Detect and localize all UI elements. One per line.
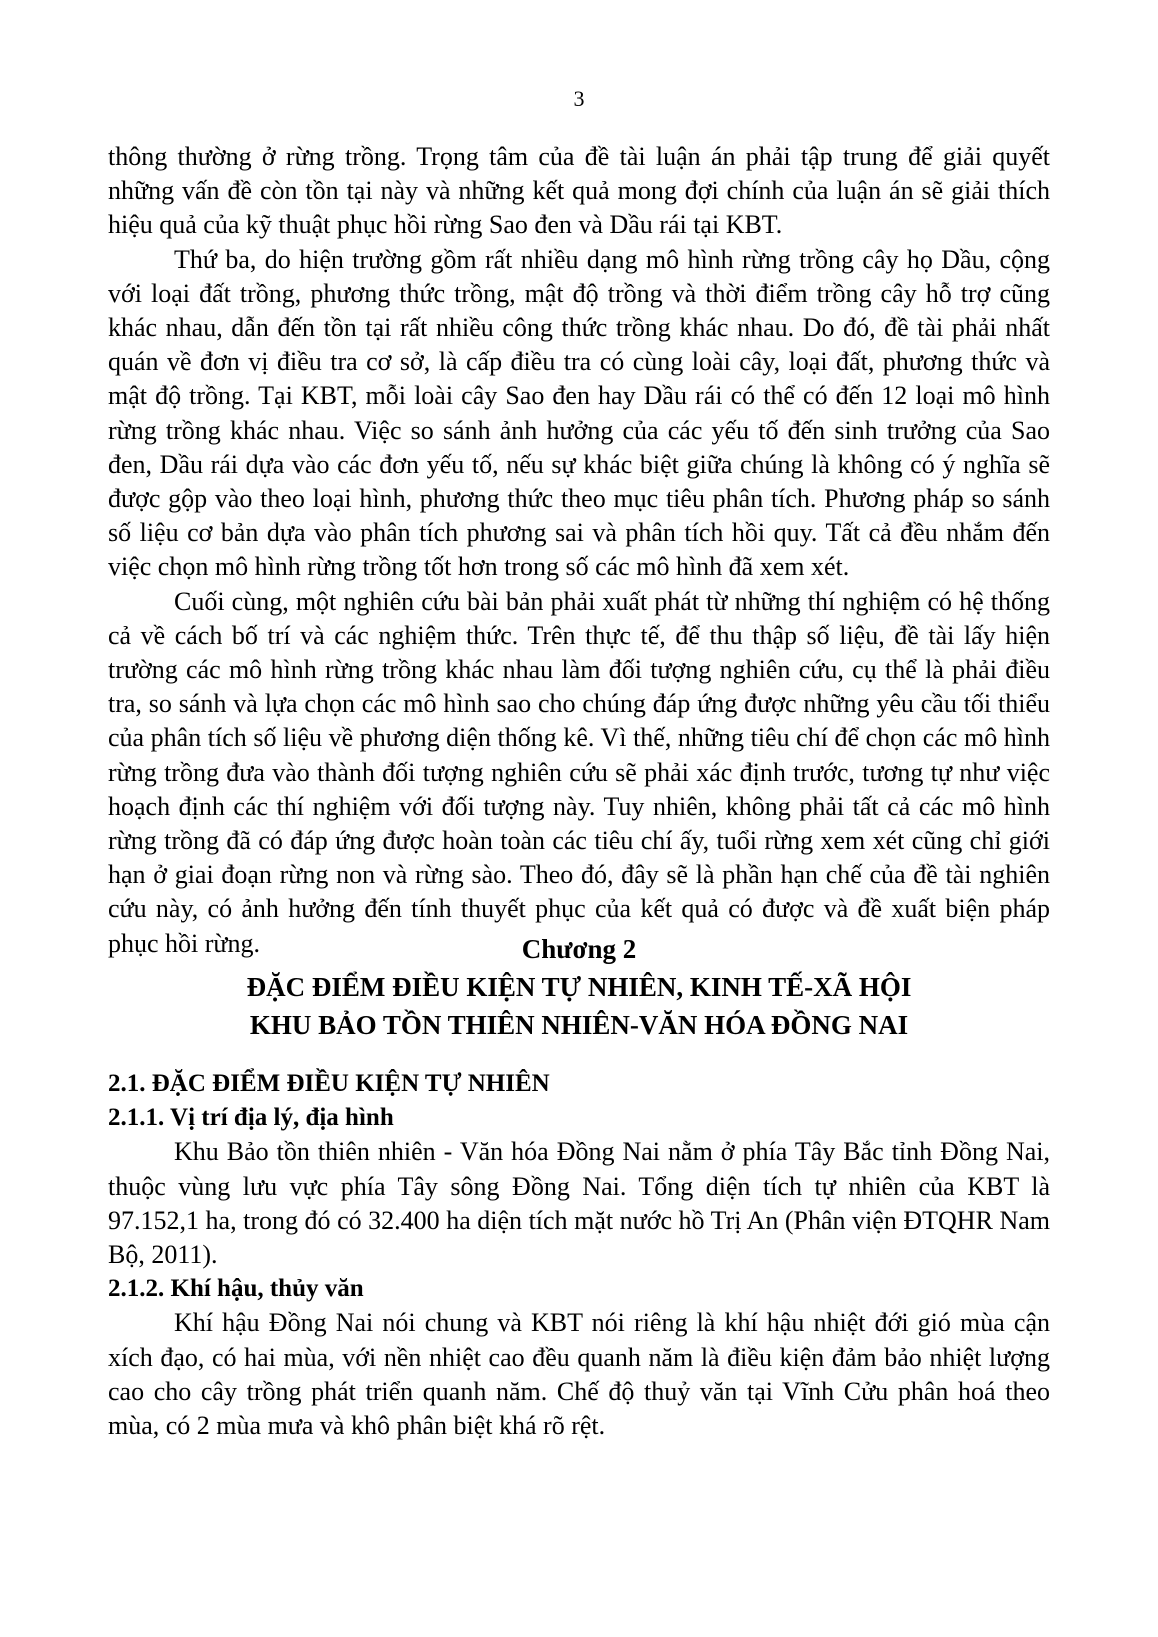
- chapter-title-line-1: ĐẶC ĐIỂM ĐIỀU KIỆN TỰ NHIÊN, KINH TẾ-XÃ HỘI: [246, 972, 912, 1002]
- chapter-heading: [108, 930, 1050, 1044]
- section-2-1: [108, 1067, 1050, 1443]
- subsection-text-2-1-2: Khí hậu Đồng Nai nói chung và KBT nói riêng là khí hậu nhiệt đới gió mùa cận xích đạo, có hai mùa, với nền nhiệt cao đều quanh năm là điều kiện đảm bảo nhiệt lượng cao cho cây trồng phát triển quanh năm. Chế độ thuỷ văn tại Vĩnh Cửu phân hoá theo mùa, có 2 mùa mưa và khô phân biệt khá rõ rệt.: [108, 1308, 1050, 1441]
- chapter-title-line-2: KHU BẢO TỒN THIÊN NHIÊN-VĂN HÓA ĐỒNG NAI: [249, 1010, 909, 1040]
- subsection-heading-2-1-1: 2.1.1. Vị trí địa lý, địa hình: [108, 1104, 394, 1132]
- paragraph-cuoi-cung: Cuối cùng, một nghiên cứu bài bản phải xuất phát từ những thí nghiệm có hệ thống cả về cách bố trí và các nghiệm thức. Trên thực tế, để thu thập số liệu, đề tài lấy hiện trường các mô hình rừng trồng khác nhau làm đối tượng nghiên cứu, cụ thể là phải điều tra, so sánh và lựa chọn các mô hình sao cho chúng đáp ứng được những yêu cầu tối thiểu của phân tích số liệu về phương diện thống kê. Vì thế, những tiêu chí để chọn các mô hình rừng trồng đưa vào thành đối tượng nghiên cứu sẽ phải xác định trước, tương tự như việc hoạch định các thí nghiệm với đối tượng này. Tuy nhiên, không phải tất cả các mô hình rừng trồng đã có đáp ứng được hoàn toàn các tiêu chí ấy, tuổi rừng xem xét cũng chỉ giới hạn ở giai đoạn rừng non và rừng sào. Theo đó, đây sẽ là phần hạn chế của đề tài nghiên cứu này, có ảnh hưởng đến tính thuyết phục của kết quả có được và đề xuất biện pháp phục hồi rừng.: [108, 586, 1050, 958]
- paragraph-continuation: thông thường ở rừng trồng. Trọng tâm của đề tài luận án phải tập trung để giải quyết những vấn đề còn tồn tại này và những kết quả mong đợi chính của luận án sẽ giải thích hiệu quả của kỹ thuật phục hồi rừng Sao đen và Dầu rái tại KBT.: [108, 142, 1050, 240]
- body-text: [108, 140, 1050, 961]
- section-heading-2-1: 2.1. ĐẶC ĐIỂM ĐIỀU KIỆN TỰ NHIÊN: [108, 1070, 550, 1097]
- page-number: 3: [573, 86, 585, 111]
- subsection-text-2-1-1: Khu Bảo tồn thiên nhiên - Văn hóa Đồng Nai nằm ở phía Tây Bắc tỉnh Đồng Nai, thuộc vùng lưu vực phía Tây sông Đồng Nai. Tổng diện tích tự nhiên của KBT là 97.152,1 ha, trong đó có 32.400 ha diện tích mặt nước hồ Trị An (Phân viện ĐTQHR Nam Bộ, 2011).: [108, 1137, 1050, 1270]
- subsection-heading-2-1-2: 2.1.2. Khí hậu, thủy văn: [108, 1275, 364, 1303]
- paragraph-thu-ba: Thứ ba, do hiện trường gồm rất nhiều dạng mô hình rừng trồng cây họ Dầu, cộng với loại đất trồng, phương thức trồng, mật độ trồng và thời điểm trồng cây hỗ trợ cũng khác nhau, dẫn đến tồn tại rất nhiều công thức trồng khác nhau. Do đó, đề tài phải nhất quán về đơn vị điều tra cơ sở, là cấp điều tra có cùng loài cây, loại đất, phương thức và mật độ trồng. Tại KBT, mỗi loài cây Sao đen hay Dầu rái có thể có đến 12 loại mô hình rừng trồng khác nhau. Việc so sánh ảnh hưởng của các yếu tố đến sinh trưởng của Sao đen, Dầu rái dựa vào các đơn yếu tố, nếu sự khác biệt giữa chúng là không có ý nghĩa sẽ được gộp vào theo loại hình, phương thức theo mục tiêu phân tích. Phương pháp so sánh số liệu cơ bản dựa vào phân tích phương sai và phân tích hồi quy. Tất cả đều nhắm đến việc chọn mô hình rừng trồng tốt hơn trong số các mô hình đã xem xét.: [108, 244, 1050, 582]
- chapter-label: Chương 2: [521, 934, 637, 964]
